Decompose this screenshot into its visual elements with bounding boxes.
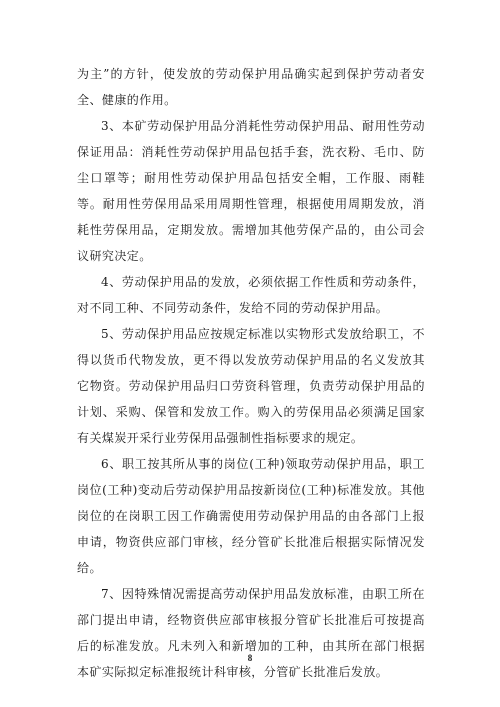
paragraph-item-6: 6、职工按其所从事的岗位(工种)领取劳动保护用品，职工岗位(工种)变动后劳动保护用品按新岗位(工种)标准发放。其他岗位的在岗职工因工作确需使用劳动保护用品的由各部门上报申请，物资供应部门审核，经分管矿长批准后根据实际情况发给。 [77, 457, 425, 575]
page-number: 8 [247, 653, 253, 663]
paragraph-item-3: 3、本矿劳动保护用品分消耗性劳动保护用品、耐用性劳动保证用品：消耗性劳动保护用品包括手套，洗衣粉、毛巾、防尘口罩等；耐用性劳动保护用品包括安全帽，工作服、雨鞋等。耐用性劳保用品采用周期性管理，根据使用周期发放，消耗性劳保用品，定期发放。需增加其他劳保产品的，由公司会议研究决定。 [77, 119, 425, 263]
paragraph-item-4: 4、劳动保护用品的发放，必须依据工作性质和劳动条件，对不同工种、不同劳动条件，发给不同的劳动保护用品。 [77, 275, 425, 315]
paragraph-item-5: 5、劳动保护用品应按规定标准以实物形式发放给职工，不得以货币代物发放，更不得以发放劳动保护用品的名义发放其它物资。劳动保护用品归口劳资科管理，负责劳动保护用品的计划、采购、保管和发放工作。购入的劳保用品必须满足国家有关煤炭开采行业劳保用品强制性指标要求的规定。 [77, 327, 425, 445]
paragraph-1: 为主”的方针，使发放的劳动保护用品确实起到保护劳动者安全、健康的作用。 [77, 67, 425, 107]
body-text [77, 61, 425, 685]
paragraph-item-7: 7、因特殊情况需提高劳动保护用品发放标准，由职工所在部门提出申请，经物资供应部审核报分管矿长批准后可按提高后的标准发放。凡未列入和新增加的工种，由其所在部门根据本矿实际拟定标准报统计科审核，分管矿长批准后发放。 [77, 587, 425, 679]
